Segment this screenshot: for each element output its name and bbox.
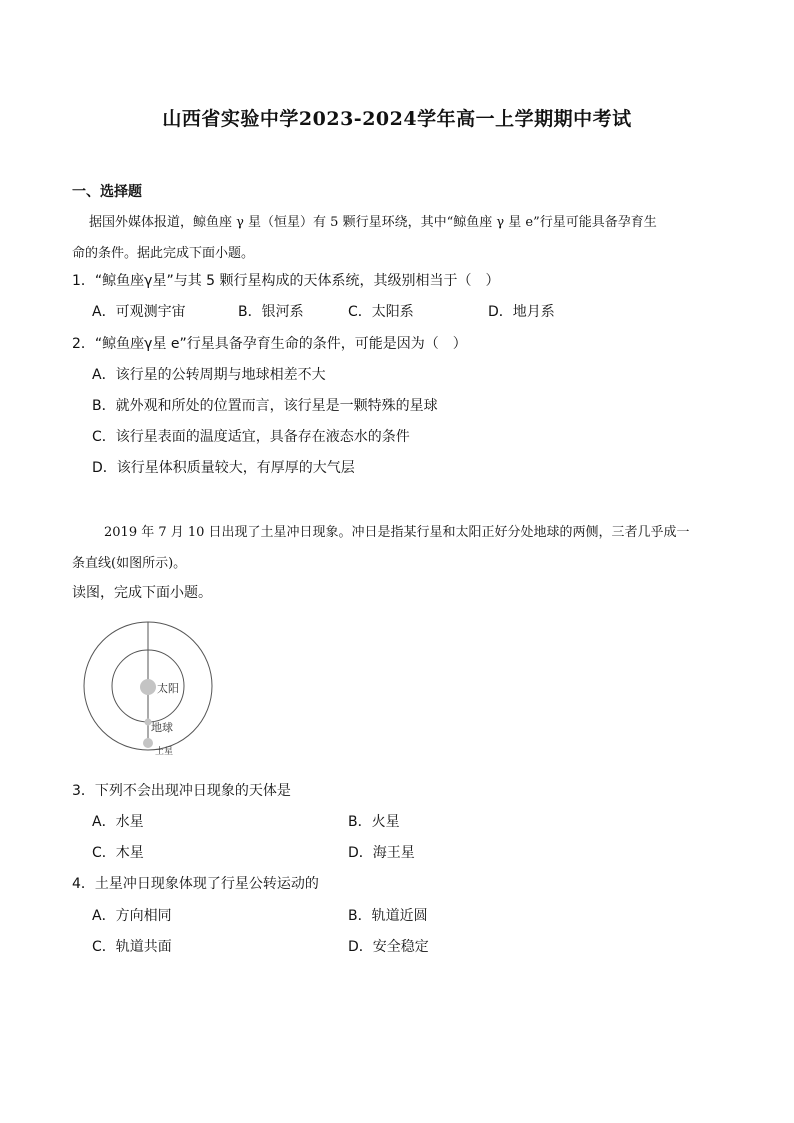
question-3-stem: 3．下列不会出现冲日现象的天体是 bbox=[72, 783, 291, 799]
question-1-option-c: C．太阳系 bbox=[348, 304, 414, 320]
question-3-option-c: C．木星 bbox=[92, 845, 144, 861]
question-2-option-a: A．该行星的公转周期与地球相差不大 bbox=[92, 367, 326, 383]
question-4-option-a: A．方向相同 bbox=[92, 908, 172, 924]
question-2-option-c: C．该行星表面的温度适宜，具备存在液态水的条件 bbox=[92, 429, 410, 445]
section-heading: 一、选择题 bbox=[72, 184, 142, 200]
question-2-stem: 2．“鲸鱼座γ星 e”行星具备孕育生命的条件，可能是因为（ ） bbox=[72, 336, 467, 352]
question-4-option-c: C．轨道共面 bbox=[92, 939, 172, 955]
question-1-option-a: A．可观测宇宙 bbox=[92, 304, 186, 320]
question-4-option-b: B．轨道近圆 bbox=[348, 908, 428, 924]
passage-2-line-3: 读图，完成下面小题。 bbox=[72, 585, 212, 601]
question-3-option-d: D．海王星 bbox=[348, 845, 415, 861]
passage-1-line-1: 据国外媒体报道，鲸鱼座 γ 星（恒星）有 5 颗行星环绕，其中“鲸鱼座 γ 星 e”行星可能具备孕育生 bbox=[89, 215, 657, 230]
question-1-stem: 1．“鲸鱼座γ星”与其 5 颗行星构成的天体系统，其级别相当于（ ） bbox=[72, 273, 500, 289]
question-1-option-b: B．银河系 bbox=[238, 304, 304, 320]
passage-1-line-2: 命的条件。据此完成下面小题。 bbox=[72, 246, 255, 261]
saturn-opposition-diagram bbox=[76, 620, 222, 760]
passage-2-line-1: 2019 年 7 月 10 日出现了土星冲日现象。冲日是指某行星和太阳正好分处地球的两侧，三者几乎成一 bbox=[104, 525, 690, 540]
question-4-option-d: D．安全稳定 bbox=[348, 939, 429, 955]
earth-label: 地球 bbox=[151, 721, 173, 734]
page-title: 山西省实验中学2023-2024学年高一上学期期中考试 bbox=[162, 108, 632, 130]
saturn-label: 土星 bbox=[155, 747, 174, 757]
sun-marker bbox=[140, 679, 156, 695]
sun-label: 太阳 bbox=[157, 682, 179, 695]
question-4-stem: 4．土星冲日现象体现了行星公转运动的 bbox=[72, 876, 319, 892]
question-3-option-a: A．水星 bbox=[92, 814, 144, 830]
saturn-marker bbox=[143, 738, 153, 748]
question-2-option-d: D．该行星体积质量较大，有厚厚的大气层 bbox=[92, 460, 355, 476]
passage-2-line-2: 条直线(如图所示)。 bbox=[72, 556, 187, 571]
question-3-option-b: B．火星 bbox=[348, 814, 400, 830]
question-1-option-d: D．地月系 bbox=[488, 304, 555, 320]
question-2-option-b: B．就外观和所处的位置而言，该行星是一颗特殊的星球 bbox=[92, 398, 438, 414]
